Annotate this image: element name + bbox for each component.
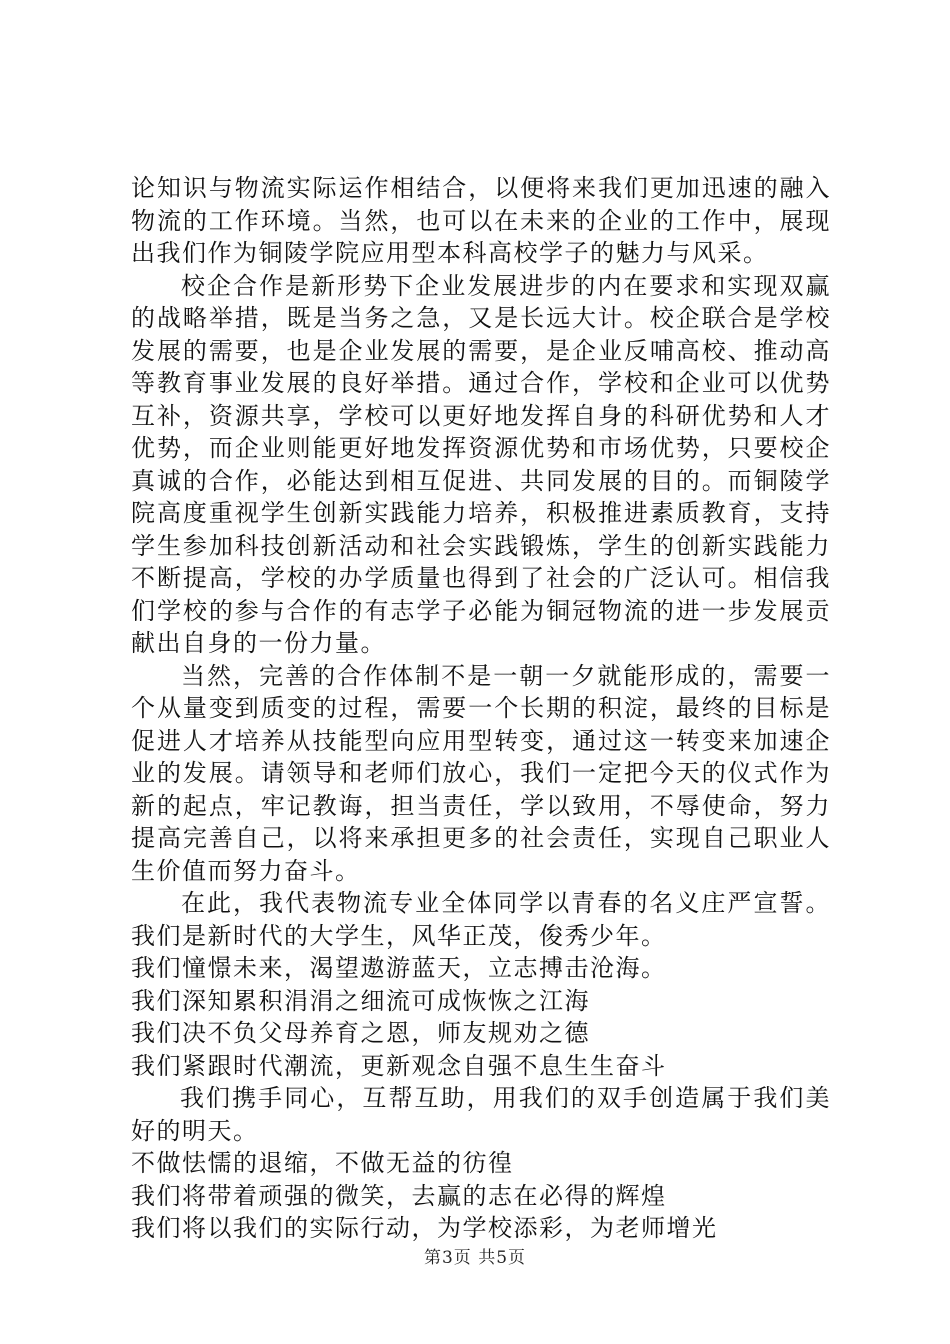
paragraph-oath-intro: 在此，我代表物流专业全体同学以青春的名义庄严宣誓。我们是新时代的大学生，风华正茂，俊秀少年。 — [131, 889, 831, 950]
oath-line-1: 我们憧憬未来，渴望遨游蓝天，立志搏击沧海。 — [131, 954, 667, 982]
page-number-footer: 第3页 共5页 — [423, 1248, 527, 1268]
paragraph-continuation: 论知识与物流实际运作相结合，以便将来我们更加迅速的融入物流的工作环境。当然，也可以在未来的企业的工作中，展现出我们作为铜陵学院应用型本科高校学子的魅力与风采。 — [131, 174, 831, 267]
oath-line-7: 我们将带着顽强的微笑，去赢的志在必得的辉煌 — [131, 1181, 667, 1210]
paragraph-school-enterprise-cooperation: 校企合作是新形势下企业发展进步的内在要求和实现双赢的战略举措，既是当务之急，又是长远大计。校企联合是学校发展的需要，也是企业发展的需要，是企业反哺高校、推动高等教育事业发展的良好举措。通过合作，学校和企业可以优势互补，资源共享，学校可以更好地发挥自身的科研优势和人才优势，而企业则能更好地发挥资源优势和市场优势，只要校企真诚的合作，必能达到相互促进、共同发展的目的。而铜陵学院高度重视学生创新实践能力培养，积极推进素质教育，支持学生参加科技创新活动和社会实践锻炼，学生的创新实践能力不断提高，学校的办学质量也得到了社会的广泛认可。相信我们学校的参与合作的有志学子必能为铜冠物流的进一步发展贡献出自身的一份力量。 — [131, 271, 831, 657]
oath-line-5: 我们携手同心，互帮互助，用我们的双手创造属于我们美好的明天。 — [131, 1084, 831, 1145]
oath-line-6: 不做怯懦的退缩，不做无益的彷徨 — [131, 1149, 514, 1177]
paragraph-cooperation-system: 当然，完善的合作体制不是一朝一夕就能形成的，需要一个从量变到质变的过程，需要一个长期的积淀，最终的目标是促进人才培养从技能型向应用型转变，通过这一转变来加速企业的发展。请领导和老师们放心，我们一定把今天的仪式作为新的起点，牢记教诲，担当责任，学以致用，不辱使命，努力提高完善自己，以将来承担更多的社会责任，实现自己职业人生价值而努力奋斗。 — [131, 661, 831, 885]
oath-line-8: 我们将以我们的实际行动，为学校添彩，为老师增光 — [131, 1214, 718, 1242]
oath-line-4: 我们紧跟时代潮流，更新观念自强不息生生奋斗 — [131, 1051, 667, 1080]
oath-line-3: 我们决不负父母养育之恩，师友规劝之德 — [131, 1019, 590, 1047]
oath-line-2: 我们深知累积涓涓之细流可成恢恢之江海 — [131, 986, 590, 1015]
document-body — [131, 172, 831, 1245]
